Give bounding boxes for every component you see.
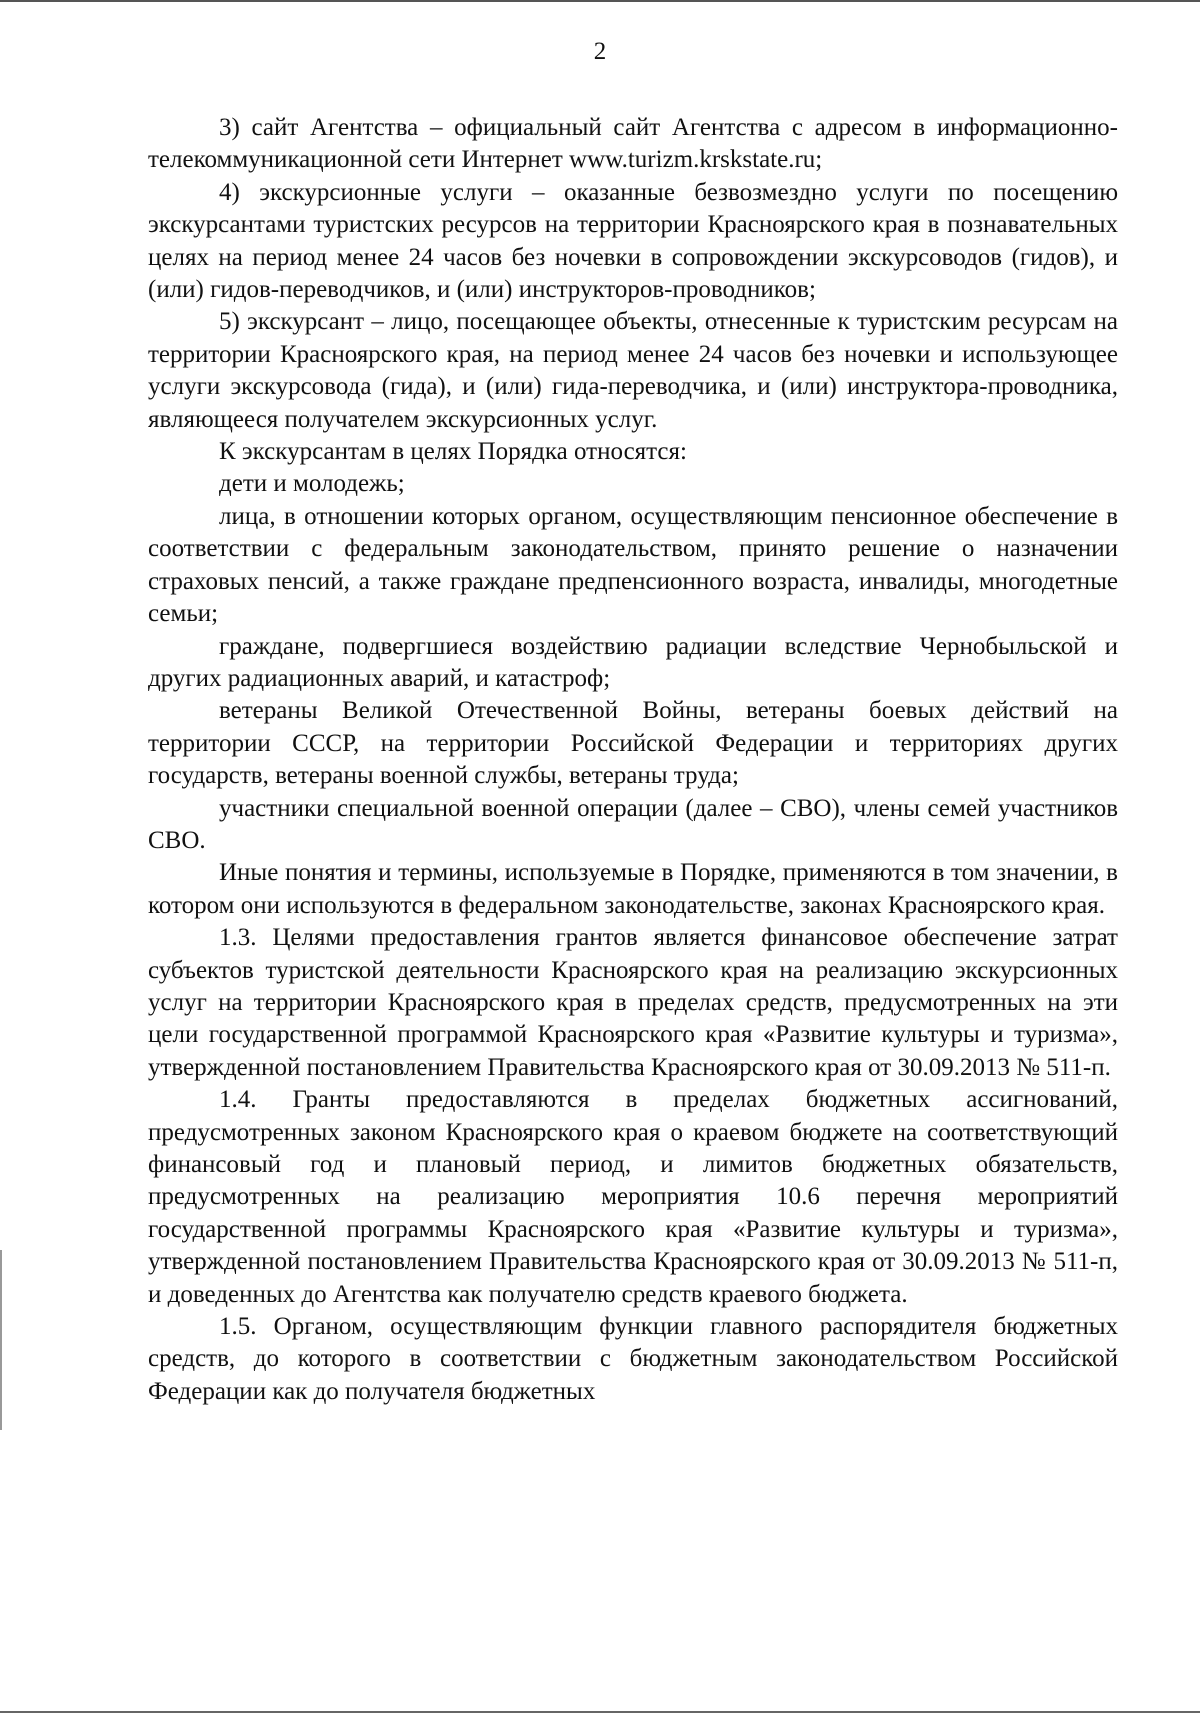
scan-left-mark xyxy=(0,1250,2,1430)
paragraph-category-pensioners: лица, в отношении которых органом, осуществляющим пенсионное обеспечение в соответствии с федеральным законодательством, принято решение о назначении страховых пенсий, а также граждане предпенсионного возраста, инвалиды, многодетные семьи; xyxy=(148,502,1118,628)
paragraph-category-svo: участники специальной военной операции (далее – СВО), члены семей участников СВО. xyxy=(148,794,1118,854)
paragraph-section-1-3: 1.3. Целями предоставления грантов является финансовое обеспечение затрат субъектов туристской деятельности Красноярского края на реализацию экскурсионных услуг на территории Красноярского края в пределах средств, предусмотренных на эти цели государственной программой Красноярского края «Развитие культуры и туризма», утвержденной постановлением Правительства Красноярского края от 30.09.2013 № 511-п. xyxy=(148,924,1118,1081)
page-number: 2 xyxy=(593,38,607,65)
scan-top-edge xyxy=(0,0,1200,2)
paragraph-definition-5: 5) экскурсант – лицо, посещающее объекты, отнесенные к туристским ресурсам на территории Красноярского края, на период менее 24 часов без ночевки и использующее услуги экскурсовода (гида), и (или) гида-переводчика, и (или) инструктора-проводника, являющееся получателем экскурсионных услуг. xyxy=(148,308,1118,433)
paragraph-category-veterans: ветераны Великой Отечественной Войны, ветераны боевых действий на территории СССР, на территории Российской Федерации и территориях других государств, ветераны военной службы, ветераны труда; xyxy=(148,697,1118,790)
paragraph-definition-3: 3) сайт Агентства – официальный сайт Агентства с адресом в информационно-телекоммуникационной сети Интернет www.turizm.krskstate.ru; xyxy=(148,114,1118,174)
paragraph-definition-4: 4) экскурсионные услуги – оказанные безвозмездно услуги по посещению экскурсантами туристских ресурсов на территории Красноярского края в познавательных целях на период менее 24 часов без ночевки в сопровождении экскурсоводов (гидов), и (или) гидов-переводчиков, и (или) инструкторов-проводников; xyxy=(148,178,1118,304)
paragraph-category-youth: дети и молодежь; xyxy=(219,470,405,498)
document-body xyxy=(148,112,1118,1408)
scan-bottom-edge xyxy=(0,1711,1200,1713)
paragraph-category-radiation: граждане, подвергшиеся воздействию радиации вследствие Чернобыльской и других радиационных аварий, и катастроф; xyxy=(148,632,1118,692)
paragraph-other-terms: Иные понятия и термины, используемые в Порядке, применяются в том значении, в котором они используются в федеральном законодательстве, законах Красноярского края. xyxy=(148,859,1118,919)
paragraph-excursant-categories-intro: К экскурсантам в целях Порядка относятся: xyxy=(219,438,687,466)
paragraph-section-1-5: 1.5. Органом, осуществляющим функции главного распорядителя бюджетных средств, до которого в соответствии с бюджетным законодательством Российской Федерации как до получателя бюджетных xyxy=(148,1313,1118,1405)
paragraph-section-1-4: 1.4. Гранты предоставляются в пределах бюджетных ассигнований, предусмотренных законом Красноярского края о краевом бюджете на соответствующий финансовый год и плановый период, и лимитов бюджетных обязательств, предусмотренных на реализацию мероприятия 10.6 перечня мероприятий государственной программы Красноярского края «Развитие культуры и туризма», утвержденной постановлением Правительства Красноярского края от 30.09.2013 № 511-п, и доведенных до Агентства как получателю средств краевого бюджета. xyxy=(148,1086,1118,1308)
